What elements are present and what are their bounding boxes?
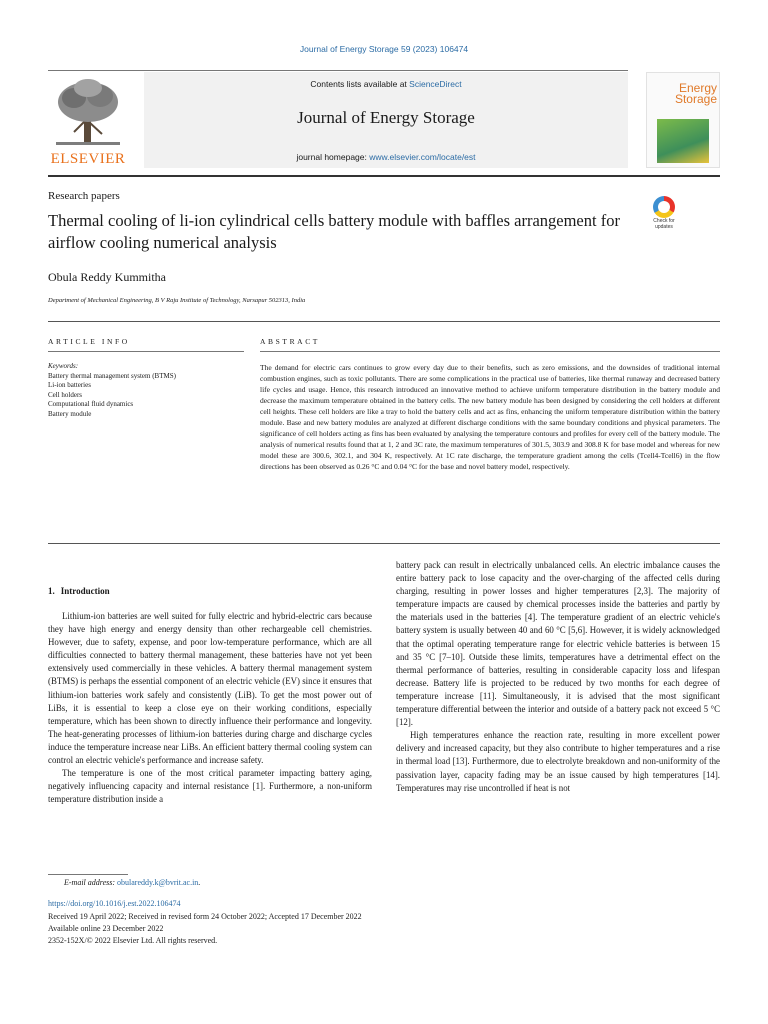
email-footnote — [64, 878, 200, 887]
cover-title — [651, 83, 717, 105]
keyword-item: Computational fluid dynamics — [48, 400, 134, 408]
article-info-rule — [48, 351, 244, 352]
header-top-rule — [48, 70, 628, 71]
footnote-rule — [48, 874, 128, 875]
keyword-item: Battery thermal management system (BTMS) — [48, 371, 176, 380]
journal-title: Journal of Energy Storage — [297, 108, 475, 127]
sciencedirect-link[interactable]: ScienceDirect — [409, 79, 462, 89]
abstract-text: The demand for electric cars continues to grow every day due to their benefits, such as zero emissions, and the downsides of traditional internal combustion engines, such as toxic pollutants. There are some complications in the practical use of batteries, like thermal runaway and decreased battery life cycles and usage. Hence, this research introduced an innovative method to achieve uniform temperature distribution in the battery module and decrease the maximum temperature obtained in the battery cells. The new battery module has been designed by considering the cell holders at different cell heights. These cell holders are like a tray to hold the battery cells and act as fins, enhancing the uniform temperature distribution within the battery module. Base and new battery modules are analyzed at different discharge conditions with the same boundary conditions and physical parameters. The significance of cell holders acting as fins has been evaluated by analysing the temperature contours and profiles for every cell of the battery module. The analysis of numerical results found that at 1, 2 and 3C rate, the maximum temperatures of 301.5, 303.9 and 308.8 K for base model and whereas for new model these are 300.6, 302.1, and 304 K, respectively. At 1C rate discharge, the temperature gradient among the cells (Tcell4-Tcell6) in the flow directions has been observed as 0.26 °C and 0.04 °C for the base and novel battery model, respectively. — [260, 363, 720, 471]
abstract-heading: ABSTRACT — [260, 337, 320, 346]
contents-line — [144, 79, 628, 89]
keyword-item: Battery module — [48, 409, 92, 418]
received-dates: Received 19 April 2022; Received in revised form 24 October 2022; Accepted 17 December 2022 — [48, 912, 362, 921]
issn-copyright: 2352-152X/© 2022 Elsevier Ltd. All rights reserved. — [48, 936, 218, 945]
author-name[interactable]: Obula Reddy Kummitha — [48, 270, 166, 284]
keyword-item: Li-ion batteries — [48, 381, 91, 389]
elsevier-logo[interactable] — [48, 72, 128, 168]
paragraph: The temperature is one of the most critical parameter impacting battery aging, negatively influencing capacity and internal resistance [1]. Furthermore, a non-uniform temperature distribution inside a — [48, 768, 372, 805]
paragraph: High temperatures enhance the reaction rate, resulting in more excellent power delivery and increased capacity, but they also contribute to higher temperatures and a rise in thermal load [13]. Furthermore, due to electrolyte breakdown and non-uniformity of the passivation layer, capacity fading may be an issue caused by high temperatures [14]. Temperatures may rise uncontrolled if heat is not — [396, 730, 720, 793]
contents-prefix: Contents lists available at — [310, 79, 410, 89]
elsevier-tree-logo — [48, 72, 128, 152]
online-date: Available online 23 December 2022 — [48, 924, 164, 933]
left-column — [48, 610, 372, 806]
journal-cover-thumbnail[interactable] — [646, 72, 720, 168]
email-label: E-mail address: — [64, 878, 118, 887]
author-affiliation: Department of Mechanical Engineering, B V Raju Institute of Technology, Narsapur 502313, India — [48, 297, 306, 304]
crossmark-label: Check for updates — [653, 218, 675, 230]
crossmark-button[interactable] — [647, 196, 681, 230]
paragraph: Lithium-ion batteries are well suited for fully electric and hybrid-electric cars because they have high energy and energy density than other rechargeable cell chemistries. However, due to safety, expense, and poor low-temperature performance, which are all difficulties connected to battery thermal management, these batteries have not yet been extensively used commercially in these vehicles. A battery thermal management system (BTMS) is perhaps the essential component of an electric vehicle (EV) since it ensures that lithium-ion batteries work safely and consistently (LiB). To get the most power out of LiBs, it is essential to keep a close eye on their working conditions, especially temperature, which has been shown to directly influence their performance and longevity. The heat-generating processes of lithium-ion batteries during charge and discharge cycles induce the temperature increase near LiBs. An efficient battery thermal cooling system can control an electric vehicle's performance and increase safety. — [48, 611, 372, 766]
homepage-link[interactable]: www.elsevier.com/locate/est — [369, 152, 476, 162]
email-link[interactable]: obulareddy.k@bvrit.ac.in — [117, 878, 199, 887]
cover-title-line-2: Storage — [674, 92, 717, 106]
cover-image — [657, 119, 709, 163]
journal-citation[interactable]: Journal of Energy Storage 59 (2023) 106474 — [299, 44, 469, 54]
doi-link[interactable]: https://doi.org/10.1016/j.est.2022.106474 — [48, 899, 181, 908]
right-column — [396, 559, 720, 795]
publisher-name: ELSEVIER — [50, 151, 126, 167]
section-title: Introduction — [60, 586, 110, 596]
keywords-label: Keywords: — [48, 362, 79, 370]
keywords-block — [48, 362, 244, 419]
abstract-bottom-rule — [48, 543, 720, 544]
introduction-heading — [48, 586, 116, 596]
article-category: Research papers — [48, 190, 120, 202]
cover-title-line-1: Energy — [678, 81, 717, 95]
keyword-item: Cell holders — [48, 390, 83, 399]
article-title: Thermal cooling of li-ion cylindrical cells battery module with baffles arrangement for airflow cooling numerical analysis — [48, 211, 620, 252]
email-end: . — [198, 878, 201, 887]
paragraph: battery pack can result in electrically unbalanced cells. An electric imbalance causes the entire battery pack to lose capacity and the over-charging of the affected cells during charging, resulting in power losses and higher temperatures [2,3]. The majority of temperature impacts are caused by chemical processes inside the batteries and partly by the materials used in the batteries [4]. The temperature gradient of an electric vehicle's battery system is usually between 40 and 60 °C [5,6]. However, it is widely acknowledged that the optimal operating temperature range for electric vehicle batteries is between 15 and 35 °C [7–10]. Outside these limits, temperatures have a detrimental effect on the thermal performance of batteries, resulting in considerable capacity loss and lifespan decrease. Battery life is projected to be reduced by two months for each degree of temperature increase [11]. Simultaneously, it is advised that the most significant temperature differential between the interior and outside of a battery pack not exceed 5 °C [12]. — [396, 560, 720, 728]
journal-homepage — [144, 152, 628, 162]
abstract-rule — [260, 351, 720, 352]
info-top-rule — [48, 321, 720, 322]
crossmark-icon — [653, 196, 675, 218]
header-bottom-rule — [48, 175, 720, 177]
homepage-prefix: journal homepage: — [296, 152, 370, 162]
article-info-heading: ARTICLE INFO — [48, 337, 130, 346]
section-number: 1. — [48, 586, 55, 596]
